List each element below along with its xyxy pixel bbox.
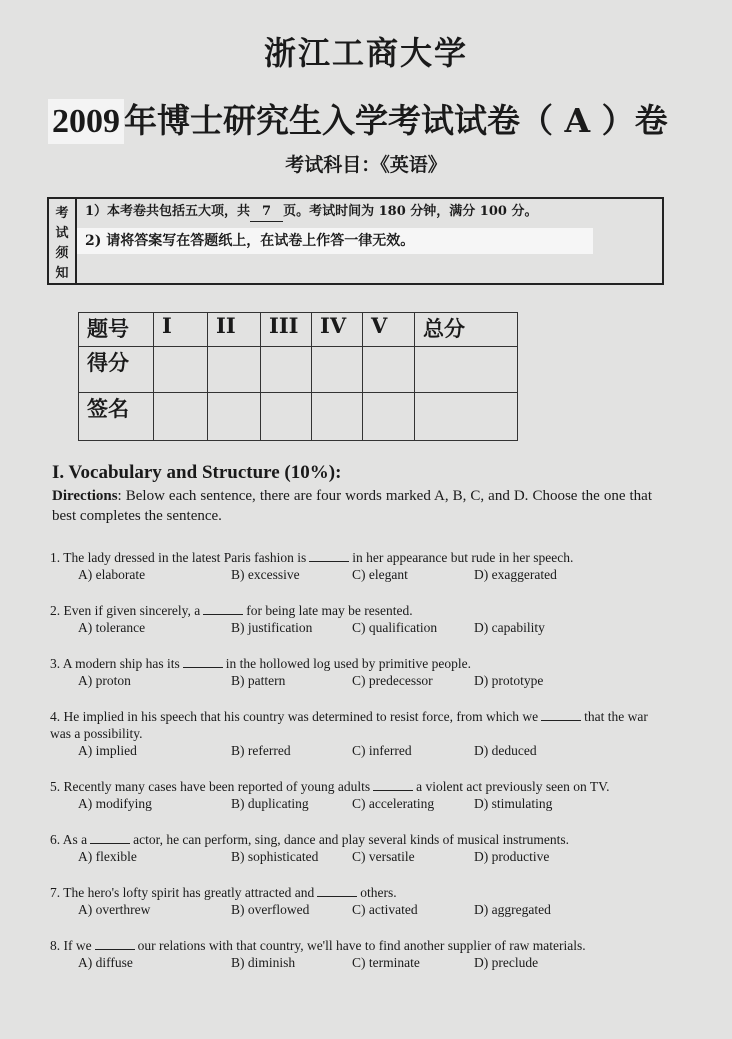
option-d: D) prototype [474, 673, 544, 688]
question-7 [50, 884, 650, 919]
notice-label-char: 试 [55, 225, 69, 241]
answer-blank [95, 938, 135, 950]
options [50, 742, 650, 760]
question-8 [50, 937, 650, 972]
option-d: D) exaggerated [474, 567, 557, 582]
option-b: B) pattern [231, 673, 286, 688]
notice-text: 页。考试时间为 180 分钟，满分 100 分。 [283, 204, 538, 219]
notice-label-char: 知 [55, 265, 69, 281]
exam-year: 2009 [48, 99, 124, 144]
school-name: 浙江工商大学 [263, 34, 468, 72]
question-4 [50, 708, 650, 760]
option-c: C) predecessor [352, 673, 433, 688]
stem-text: for being late may be resented. [246, 603, 413, 618]
answer-blank [317, 885, 357, 897]
notice-label-char: 须 [55, 245, 69, 261]
question-stem [50, 831, 650, 848]
signature-cell [208, 393, 261, 441]
question-5 [50, 778, 650, 813]
option-a: A) flexible [78, 849, 137, 864]
signature-cell [415, 393, 518, 441]
stem-text: 3. A modern ship has its [50, 656, 180, 671]
notice-line-1 [85, 203, 654, 222]
signature-cell [312, 393, 363, 441]
question-stem [50, 937, 650, 954]
signature-cell [261, 393, 312, 441]
stem-text: 8. If we [50, 938, 92, 953]
exam-title-text: 年博士研究生入学考试试卷（ A ）卷 [124, 101, 668, 140]
signature-row-label: 签名 [79, 393, 154, 441]
options [50, 848, 650, 866]
score-header-cell: I [154, 313, 208, 347]
stem-text: 5. Recently many cases have been reported of young adults [50, 779, 371, 794]
stem-text: 4. He implied in his speech that his country was determined to resist force, from which we [50, 709, 539, 724]
notice-line-2: 2) 请将答案写在答题纸上，在试卷上作答一律无效。 [77, 228, 593, 254]
score-cell [208, 347, 261, 393]
option-c: C) versatile [352, 849, 415, 864]
question-3 [50, 655, 650, 690]
answer-blank [203, 603, 243, 615]
directions-text: : Below each sentence, there are four words marked A, B, C, and D. Choose the one that best completes the sentence. [52, 488, 652, 524]
score-cell [363, 347, 415, 393]
stem-text: actor, he can perform, sing, dance and play several kinds of musical instruments. [133, 832, 569, 847]
options [50, 795, 650, 813]
option-c: C) accelerating [352, 796, 435, 811]
option-a: A) proton [78, 673, 131, 688]
option-b: B) referred [231, 743, 291, 758]
question-6 [50, 831, 650, 866]
signature-cell [154, 393, 208, 441]
option-d: D) preclude [474, 955, 539, 970]
answer-blank [309, 550, 349, 562]
score-header-cell: 总分 [415, 313, 518, 347]
question-1 [50, 549, 650, 584]
option-b: B) duplicating [231, 796, 309, 811]
stem-text: our relations with that country, we'll have to find another supplier of raw materials. [137, 938, 586, 953]
option-b: B) sophisticated [231, 849, 319, 864]
stem-text: 2. Even if given sincerely, a [50, 603, 201, 618]
question-stem [50, 778, 650, 795]
score-header-cell: IV [312, 313, 363, 347]
stem-text: 1. The lady dressed in the latest Paris fashion is [50, 550, 307, 565]
option-c: C) activated [352, 902, 418, 917]
option-c: C) terminate [352, 955, 420, 970]
stem-text: in the hollowed log used by primitive people. [225, 656, 471, 671]
answer-blank [373, 779, 413, 791]
signature-cell [363, 393, 415, 441]
option-c: C) elegant [352, 567, 408, 582]
option-c: C) inferred [352, 743, 412, 758]
options [50, 619, 650, 637]
question-stem [50, 655, 650, 672]
option-b: B) justification [231, 620, 313, 635]
page-count: 7 [250, 203, 283, 222]
answer-blank [90, 832, 130, 844]
option-a: A) modifying [78, 796, 152, 811]
exam-title [48, 95, 668, 142]
options [50, 566, 650, 584]
options [50, 672, 650, 690]
option-d: D) capability [474, 620, 545, 635]
option-b: B) overflowed [231, 902, 310, 917]
question-stem [50, 884, 650, 901]
section-heading: I. Vocabulary and Structure (10%): [52, 462, 342, 483]
stem-text: a violent act previously seen on TV. [416, 779, 610, 794]
stem-text: 7. The hero's lofty spirit has greatly attracted and [50, 885, 315, 900]
stem-text: that the war was a possibility. [50, 709, 648, 741]
answer-blank [183, 656, 223, 668]
notice-label [49, 199, 77, 283]
section-directions [52, 486, 652, 526]
score-cell [154, 347, 208, 393]
option-a: A) overthrew [78, 902, 151, 917]
option-c: C) qualification [352, 620, 438, 635]
option-d: D) stimulating [474, 796, 553, 811]
question-stem [50, 549, 650, 566]
directions-label: Directions [52, 488, 118, 504]
score-header-cell: III [261, 313, 312, 347]
score-header-cell: II [208, 313, 261, 347]
option-b: B) excessive [231, 567, 300, 582]
stem-text: 6. As a [50, 832, 88, 847]
notice-label-char: 考 [55, 205, 69, 221]
question-2 [50, 602, 650, 637]
option-a: A) elaborate [78, 567, 146, 582]
score-cell [261, 347, 312, 393]
question-stem [50, 708, 650, 742]
score-header-cell: 题号 [79, 313, 154, 347]
score-cell [312, 347, 363, 393]
score-row-label: 得分 [79, 347, 154, 393]
exam-subject: 考试科目：《英语》 [285, 154, 447, 176]
score-header-cell: V [363, 313, 415, 347]
option-a: A) implied [78, 743, 137, 758]
option-a: A) tolerance [78, 620, 146, 635]
options [50, 954, 650, 972]
score-table [78, 312, 518, 441]
option-d: D) productive [474, 849, 550, 864]
option-a: A) diffuse [78, 955, 133, 970]
stem-text: in her appearance but rude in her speech. [352, 550, 574, 565]
stem-text: others. [360, 885, 397, 900]
options [50, 901, 650, 919]
question-stem [50, 602, 650, 619]
option-b: B) diminish [231, 955, 296, 970]
option-d: D) deduced [474, 743, 537, 758]
question-list [50, 549, 650, 990]
notice-text: 1）本考卷共包括五大项，共 [85, 204, 251, 219]
exam-notice-box [47, 197, 664, 285]
score-cell [415, 347, 518, 393]
answer-blank [541, 709, 581, 721]
option-d: D) aggregated [474, 902, 551, 917]
